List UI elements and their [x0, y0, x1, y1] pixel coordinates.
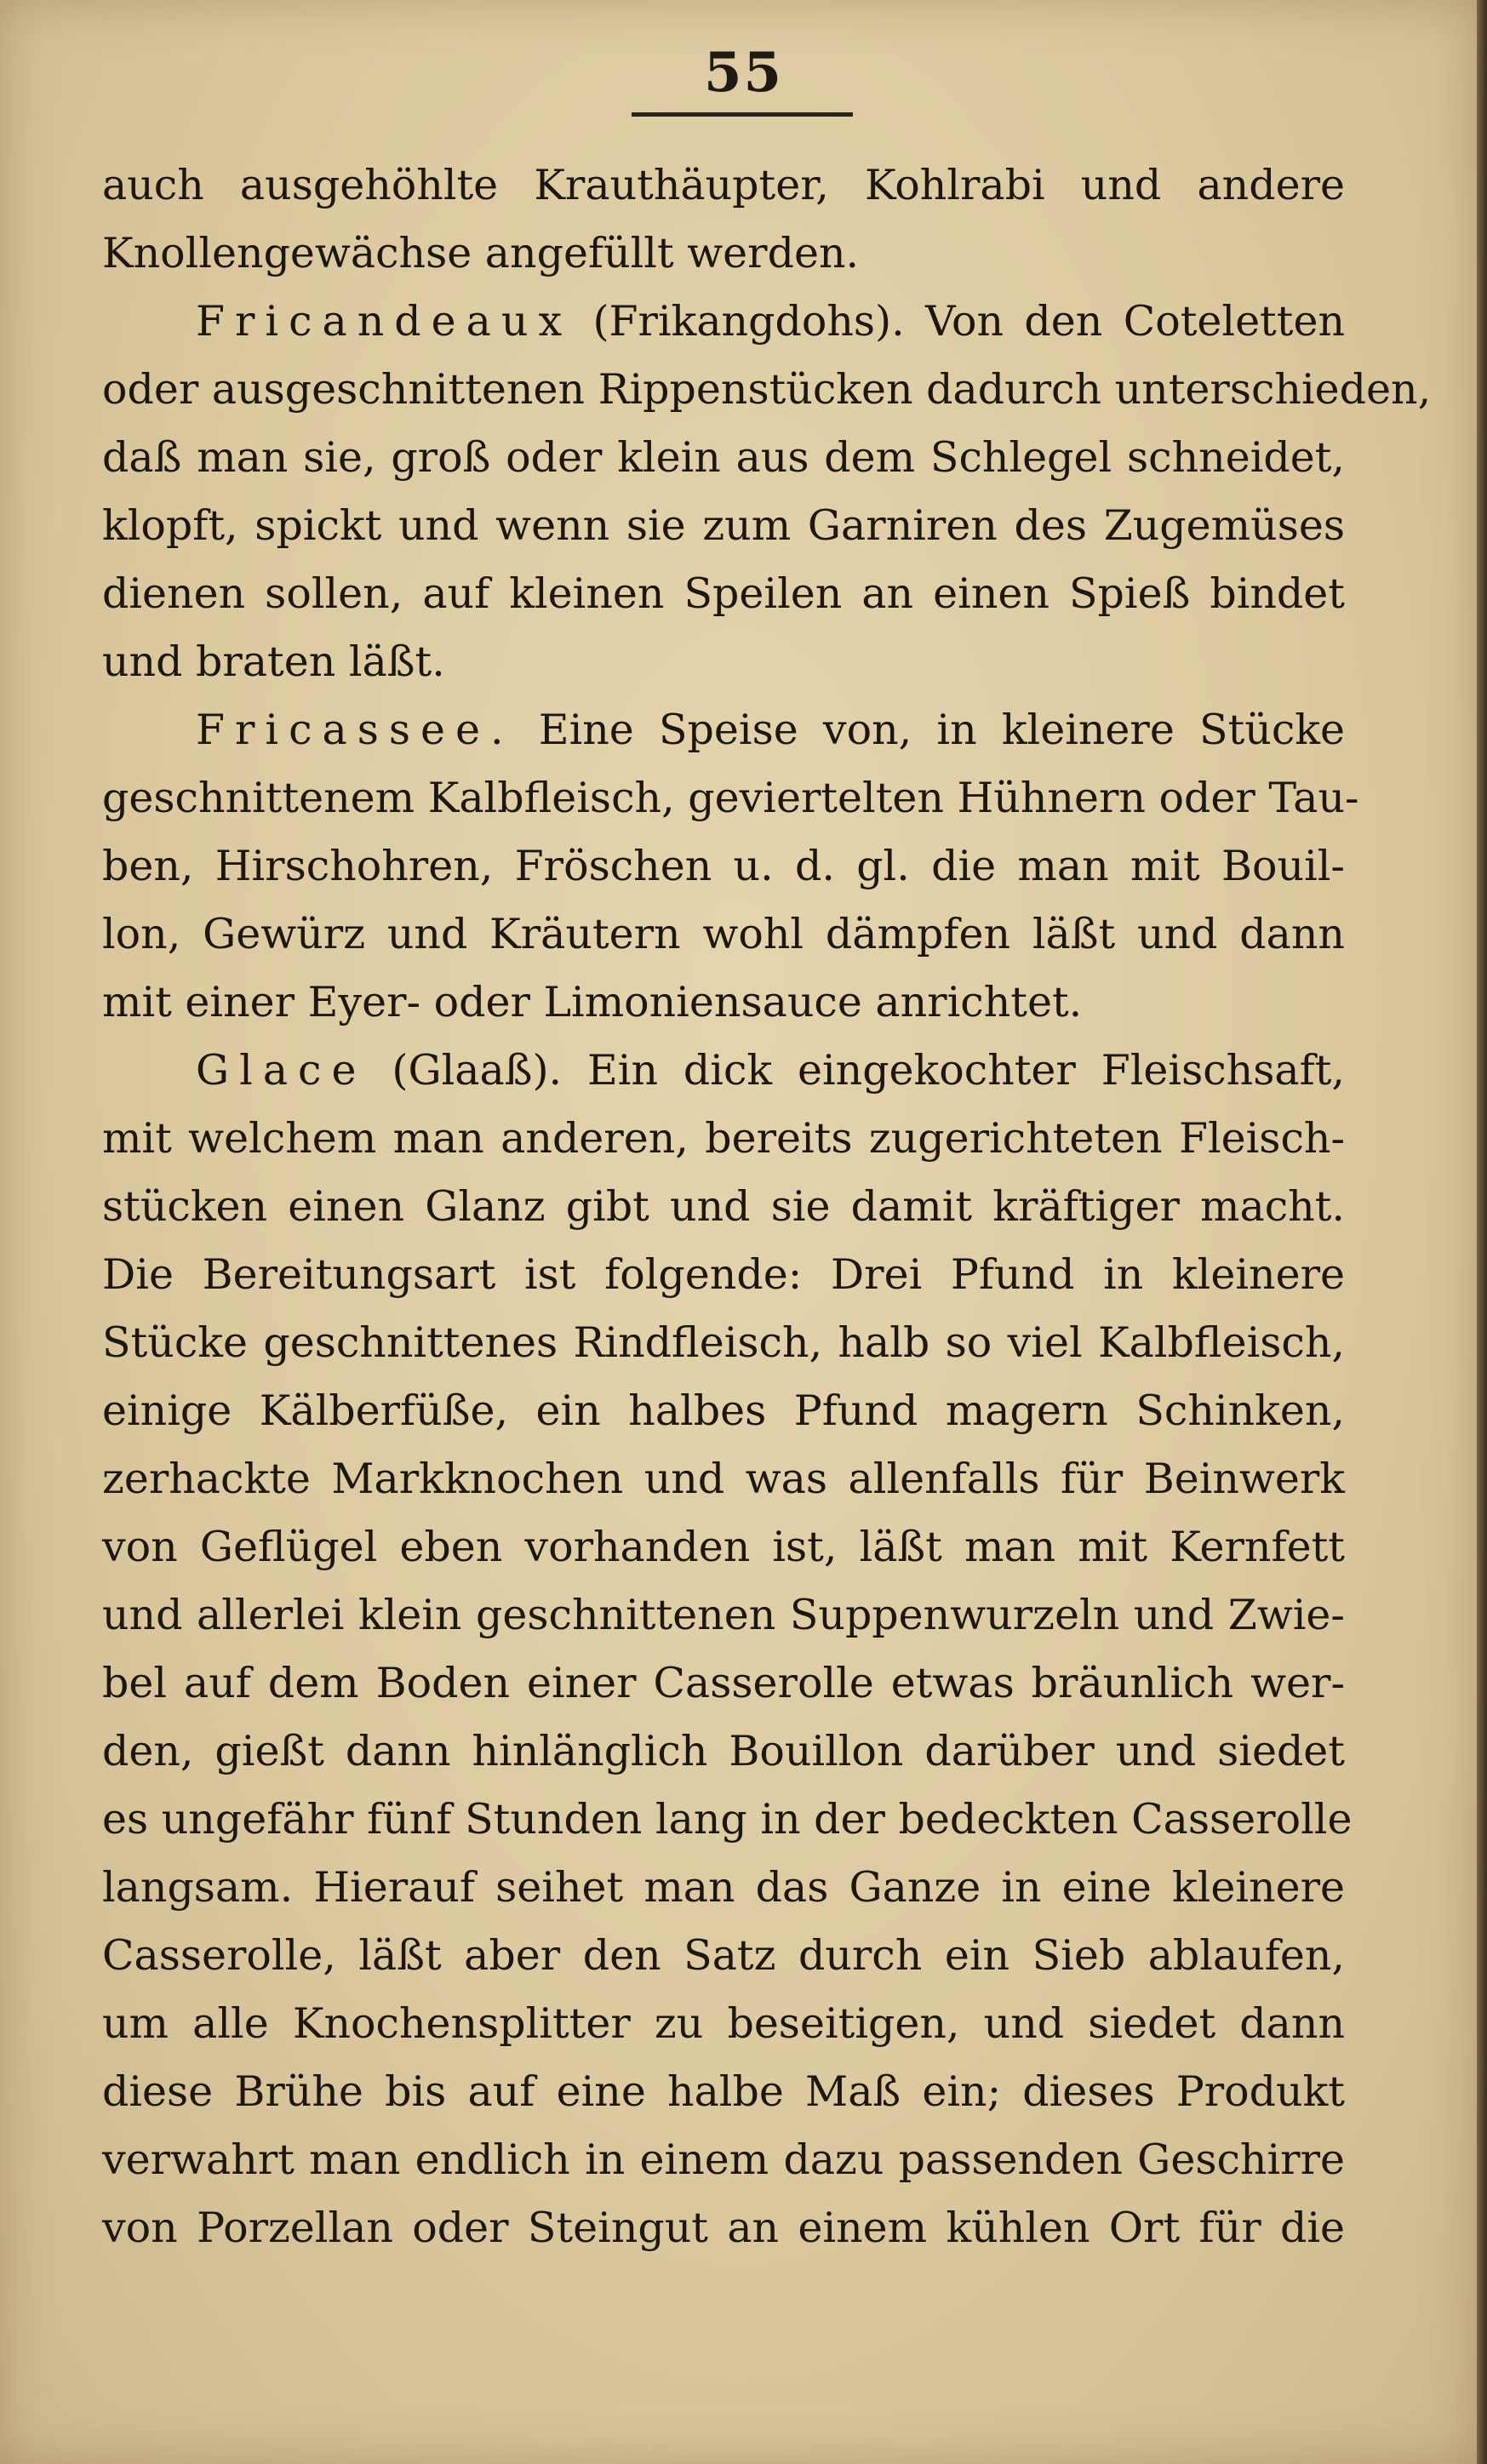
- entry-text: (Glaaß). Ein dick eingekochter Fleischsaft,: [366, 1046, 1345, 1095]
- text-line: ben, Hirschohren, Fröschen u. d. gl. die man mit Bouil-: [102, 842, 1345, 890]
- entry-line-fricassee: [102, 696, 1345, 764]
- entry-text: Eine Speise von, in kleinere Stücke: [513, 706, 1345, 754]
- text-line: oder ausgeschnittenen Rippenstücken dadurch unterschieden,: [102, 365, 1432, 414]
- text-line: auch ausgehöhlte Krauthäupter, Kohlrabi und andere: [102, 161, 1345, 209]
- entry-headword: Fricassee.: [196, 706, 514, 754]
- text-line: um alle Knochensplitter zu beseitigen, und siedet dann: [102, 1999, 1345, 2048]
- page-number: 55: [703, 41, 784, 105]
- text-line: von Geflügel eben vorhanden ist, läßt man mit Kernfett: [102, 1523, 1345, 1571]
- text-line: zerhackte Markknochen und was allenfalls für Beinwerk: [102, 1455, 1345, 1503]
- entry-headword: Fricandeaux: [196, 297, 573, 346]
- text-line: daß man sie, groß oder klein aus dem Schlegel schneidet,: [102, 433, 1345, 482]
- text-line: geschnittenem Kalbfleisch, geviertelten Hühnern oder Tau-: [102, 774, 1359, 822]
- page-number-rule: [632, 112, 853, 117]
- text-line: verwahrt man endlich in einem dazu passenden Geschirre: [102, 2135, 1345, 2184]
- text-line: Die Bereitungsart ist folgende: Drei Pfund in kleinere: [102, 1250, 1345, 1299]
- text-line: diese Brühe bis auf eine halbe Maß ein; dieses Produkt: [102, 2067, 1345, 2116]
- page-body-text: [102, 151, 1432, 2262]
- text-line: Stücke geschnittenes Rindfleisch, halb so viel Kalbfleisch,: [102, 1318, 1345, 1367]
- text-line: mit einer Eyer- oder Limoniensauce anrichtet.: [102, 978, 1083, 1026]
- text-line: lon, Gewürz und Kräutern wohl dämpfen läßt und dann: [102, 910, 1345, 958]
- text-line: bel auf dem Boden einer Casserolle etwas bräunlich wer-: [102, 1659, 1345, 1707]
- text-line: und braten läßt.: [102, 637, 445, 686]
- entry-line-fricandeaux: [102, 288, 1345, 356]
- text-line: einige Kälberfüße, ein halbes Pfund magern Schinken,: [102, 1386, 1345, 1435]
- text-line: dienen sollen, auf kleinen Speilen an einen Spieß bindet: [102, 569, 1345, 618]
- text-line: von Porzellan oder Steingut an einem kühlen Ort für die: [102, 2204, 1345, 2252]
- text-line: Casserolle, läßt aber den Satz durch ein Sieb ablaufen,: [102, 1931, 1345, 1980]
- text-line: und allerlei klein geschnittenen Suppenwurzeln und Zwie-: [102, 1591, 1345, 1639]
- text-line: den, gießt dann hinlänglich Bouillon darüber und siedet: [102, 1727, 1345, 1775]
- text-line: klopft, spickt und wenn sie zum Garniren des Zugemüses: [102, 501, 1345, 550]
- text-line: stücken einen Glanz gibt und sie damit kräftiger macht.: [102, 1182, 1345, 1231]
- text-line: Knollengewächse angefüllt werden.: [102, 229, 860, 277]
- entry-headword: Glace: [196, 1046, 367, 1095]
- text-line: mit welchem man anderen, bereits zugerichteten Fleisch-: [102, 1114, 1345, 1163]
- entry-line-glace: [102, 1037, 1345, 1105]
- book-spine-edge: [1477, 0, 1487, 2464]
- entry-text: (Frikangdohs). Von den Coteletten: [572, 297, 1345, 346]
- text-line: langsam. Hierauf seihet man das Ganze in eine kleinere: [102, 1863, 1345, 1912]
- text-line: es ungefähr fünf Stunden lang in der bedeckten Casserolle: [102, 1795, 1353, 1844]
